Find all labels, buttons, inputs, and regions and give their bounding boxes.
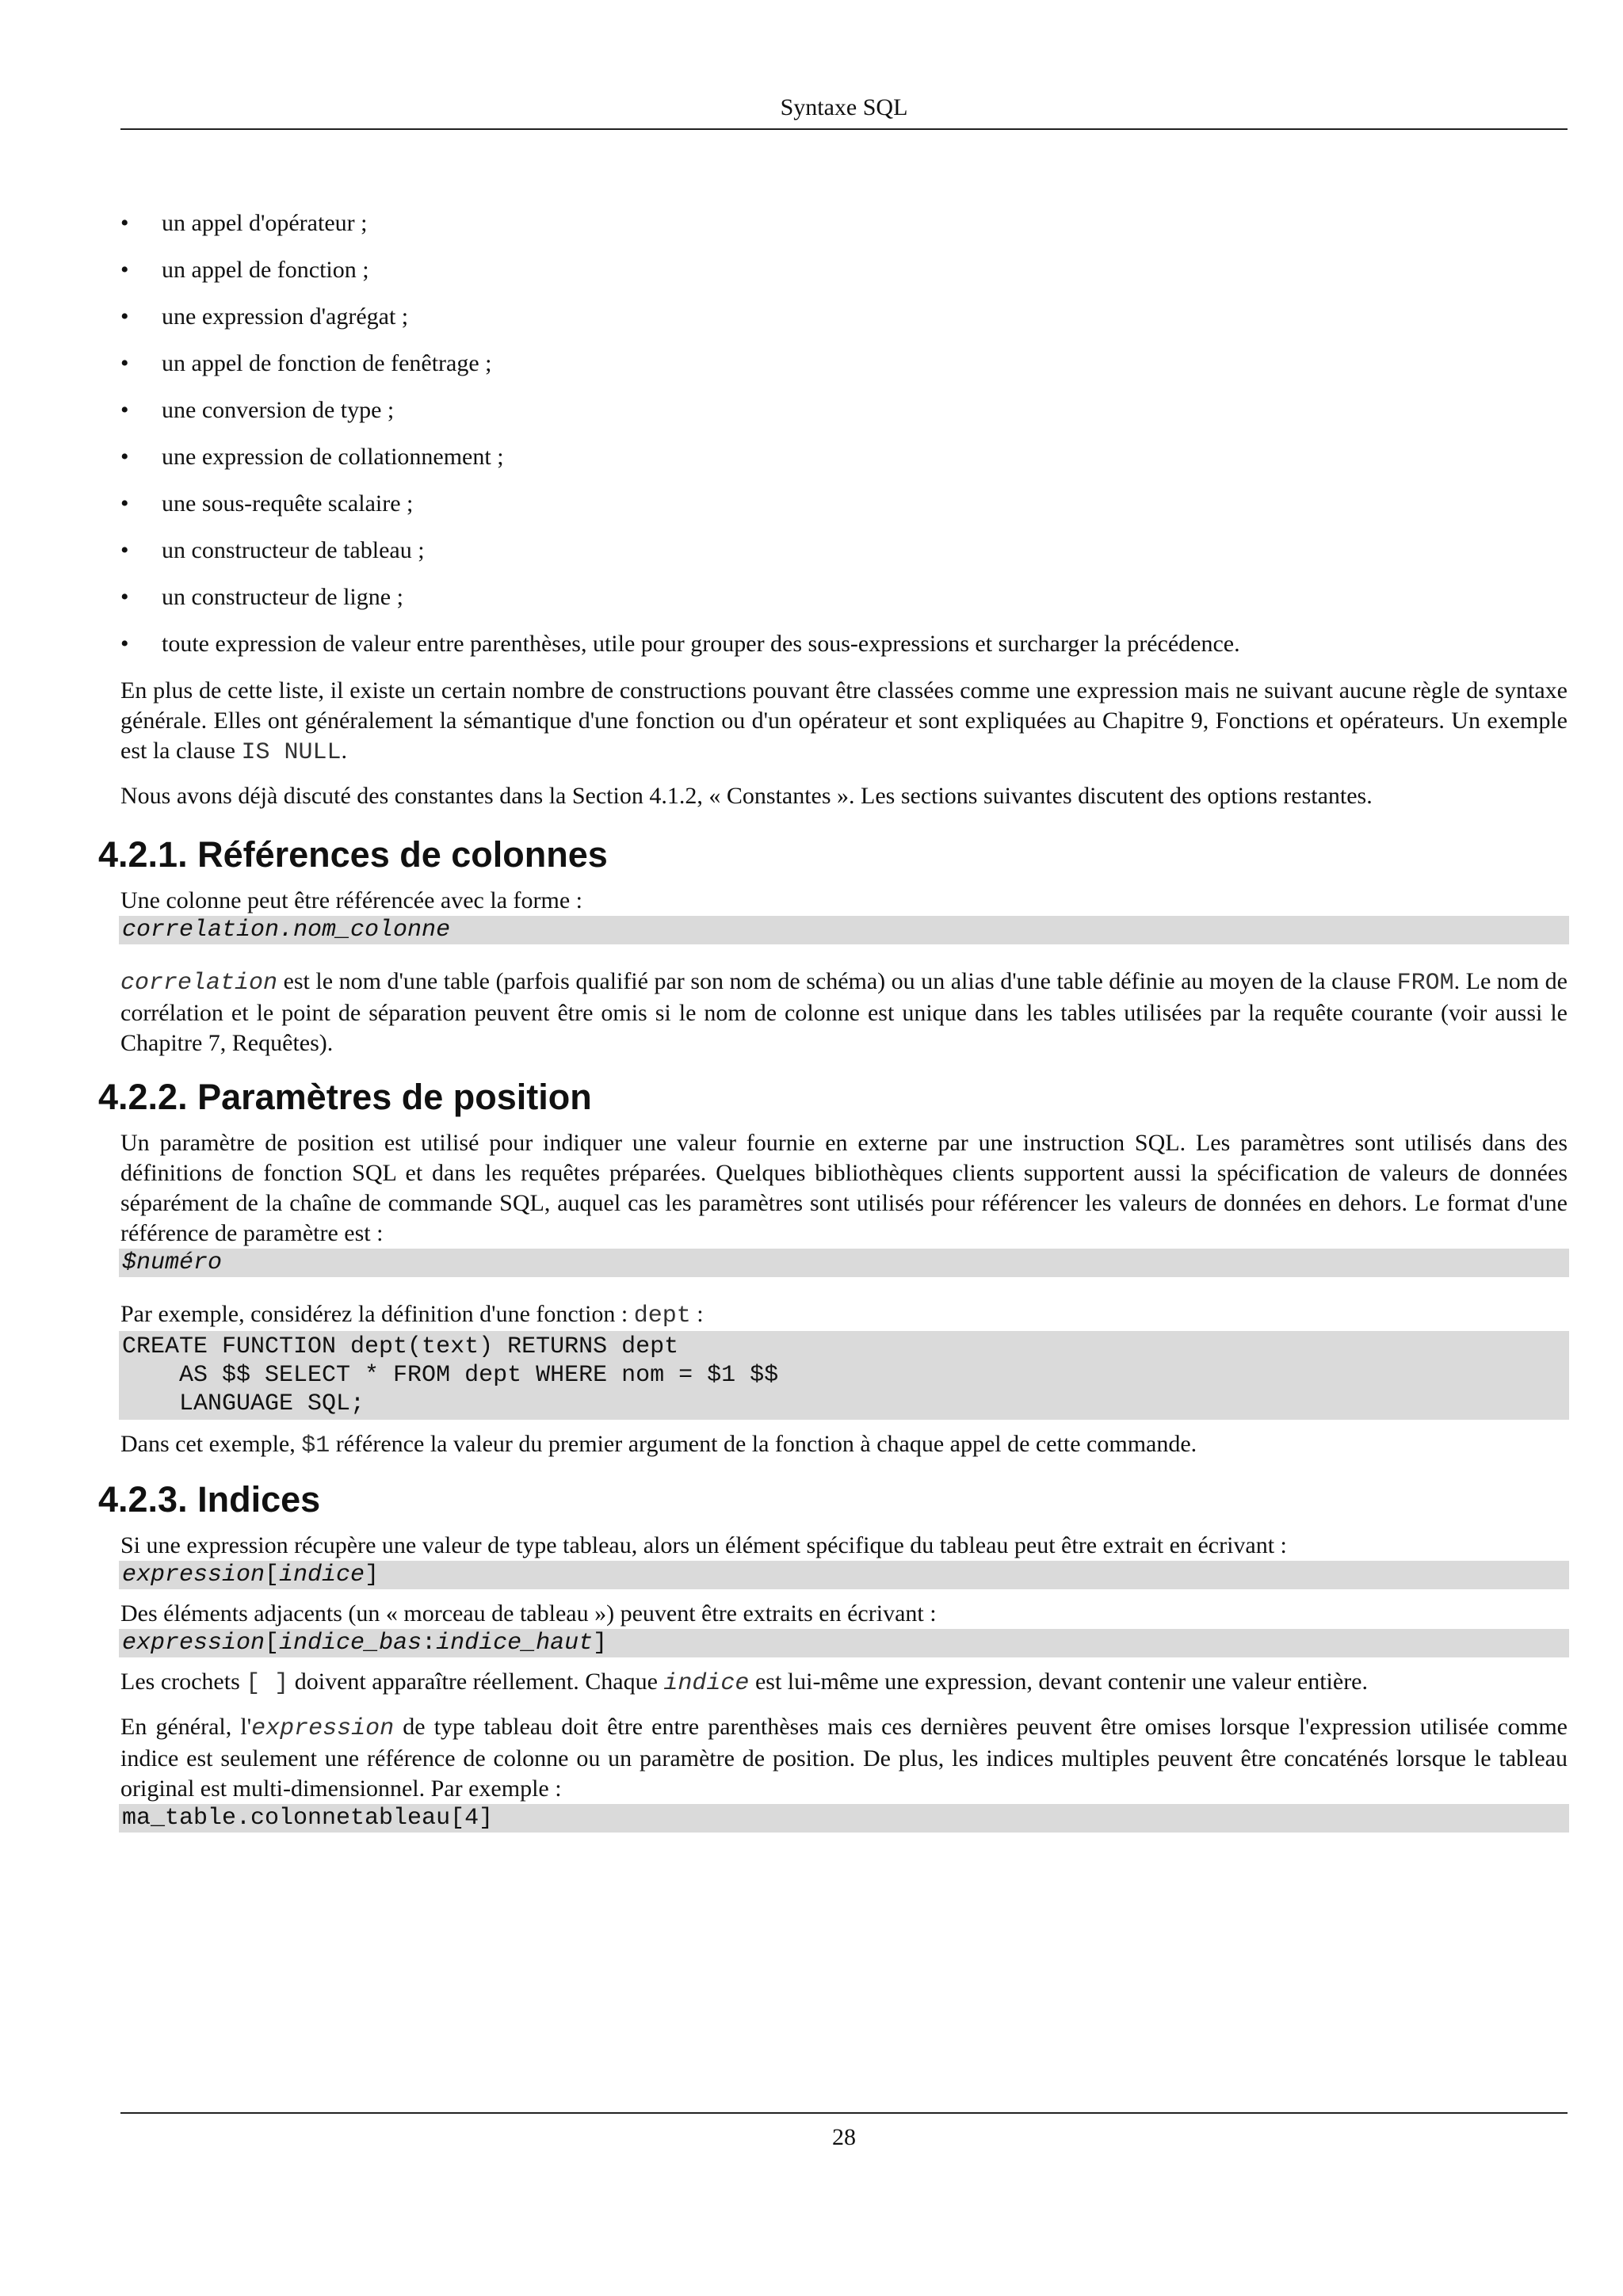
inline-code: dept xyxy=(633,1302,691,1329)
running-header: Syntaxe SQL xyxy=(780,94,908,120)
bullet-icon: • xyxy=(120,490,129,517)
list-item: • une expression d'agrégat ; xyxy=(120,301,1568,348)
paragraph: Un paramètre de position est utilisé pour indiquer une valeur fournie en externe par une instruction SQL. Les paramètres sont utilisés dans des définitions de fonction SQL et dans les requêtes préparées. Quelques bibliothèques clients supportent aussi la spécification de valeurs de données séparément de la chaîne de commande SQL, auquel cas les paramètres sont utilisés pour référencer les valeurs de données en dehors. Le format d'une référence de paramètre est : xyxy=(120,1130,1568,1246)
paragraph: Les crochets [ ] doivent apparaître réellement. Chaque indice est lui-même une expression, devant contenir une valeur entière. xyxy=(120,1669,1368,1697)
bullet-icon: • xyxy=(120,303,129,330)
intro-paragraph: En plus de cette liste, il existe un certain nombre de constructions pouvant être classées comme une expression mais ne suivant aucune règle de syntaxe générale. Elles ont généralement la sémantique d'une fonction ou d'un opérateur et sont expliquées au Chapitre 9, Fonctions et opérateurs. Un exemple est la clause IS NULL. xyxy=(120,677,1568,766)
section-heading: 4.2.2. Paramètres de position xyxy=(98,1077,592,1117)
page-body xyxy=(98,208,1568,1833)
paragraph: Des éléments adjacents (un « morceau de tableau ») peuvent être extraits en écrivant : xyxy=(120,1600,937,1627)
bullet-icon: • xyxy=(120,631,129,657)
bullet-icon: • xyxy=(120,444,129,470)
list-item: • toute expression de valeur entre parenthèses, utile pour grouper des sous-expressions et surcharger la précédence. xyxy=(120,628,1568,660)
list-item: • une sous-requête scalaire ; xyxy=(120,488,1568,535)
code-block: CREATE FUNCTION dept(text) RETURNS dept AS $$ SELECT * FROM dept WHERE nom = $1 $$ LANGUAGE SQL; xyxy=(119,1331,1569,1420)
section-heading: 4.2.3. Indices xyxy=(98,1479,321,1520)
inline-code: FROM xyxy=(1396,970,1454,997)
bullet-icon: • xyxy=(120,257,129,283)
list-item: • un constructeur de ligne ; xyxy=(120,582,1568,628)
inline-code: [ ] xyxy=(246,1670,289,1697)
list-item: • un appel d'opérateur ; xyxy=(120,208,1568,254)
bullet-icon: • xyxy=(120,210,129,236)
bullet-icon: • xyxy=(120,584,129,610)
paragraph: Une colonne peut être référencée avec la forme : xyxy=(120,887,582,913)
inline-term: indice xyxy=(663,1670,750,1697)
code-block: expression[indice_bas:indice_haut] xyxy=(119,1629,1569,1657)
intro-paragraph: Nous avons déjà discuté des constantes dans la Section 4.1.2, « Constantes ». Les sections suivantes discutent des options restantes. xyxy=(120,783,1373,809)
list-item: • un appel de fonction de fenêtrage ; xyxy=(120,348,1568,395)
list-item: • un appel de fonction ; xyxy=(120,254,1568,301)
list-item: • un constructeur de tableau ; xyxy=(120,535,1568,582)
list-item: • une expression de collationnement ; xyxy=(120,441,1568,488)
inline-term: correlation xyxy=(120,970,278,997)
paragraph: Par exemple, considérez la définition d'une fonction : dept : xyxy=(120,1301,704,1329)
bullet-icon: • xyxy=(120,537,129,563)
paragraph: Dans cet exemple, $1 référence la valeur du premier argument de la fonction à chaque appel de cette commande. xyxy=(120,1431,1197,1459)
section-heading: 4.2.1. Références de colonnes xyxy=(98,834,608,875)
paragraph: En général, l'expression de type tableau doit être entre parenthèses mais ces dernières peuvent être omises lorsque l'expression utilisée comme indice est seulement une référence de colonne ou un paramètre de position. De plus, les indices multiples peuvent être concaténés lorsque le tableau original est multi-dimensionnel. Par exemple : xyxy=(120,1714,1568,1802)
paragraph: Si une expression récupère une valeur de type tableau, alors un élément spécifique du tableau peut être extrait en écrivant : xyxy=(120,1532,1287,1558)
paragraph: correlation est le nom d'une table (parfois qualifié par son nom de schéma) ou un alias d'une table définie au moyen de la clause FROM. Le nom de corrélation et le point de séparation peuvent être omis si le nom de colonne est unique dans les tables utilisées par la requête courante (voir aussi le Chapitre 7, Requêtes). xyxy=(120,968,1568,1056)
footer-rule xyxy=(120,2112,1568,2114)
code-block: correlation.nom_colonne xyxy=(119,916,1569,944)
inline-term: expression xyxy=(251,1715,395,1742)
code-block: ma_table.colonnetableau[4] xyxy=(119,1804,1569,1833)
bullet-icon: • xyxy=(120,350,129,376)
inline-code: $1 xyxy=(301,1432,330,1459)
inline-code: IS NULL xyxy=(241,739,342,766)
list-item: • une conversion de type ; xyxy=(120,395,1568,441)
header-rule xyxy=(120,128,1568,130)
expression-kinds-list xyxy=(120,208,1568,660)
page-number: 28 xyxy=(832,2124,856,2150)
code-block: $numéro xyxy=(119,1249,1569,1277)
bullet-icon: • xyxy=(120,397,129,423)
code-block: expression[indice] xyxy=(119,1561,1569,1589)
